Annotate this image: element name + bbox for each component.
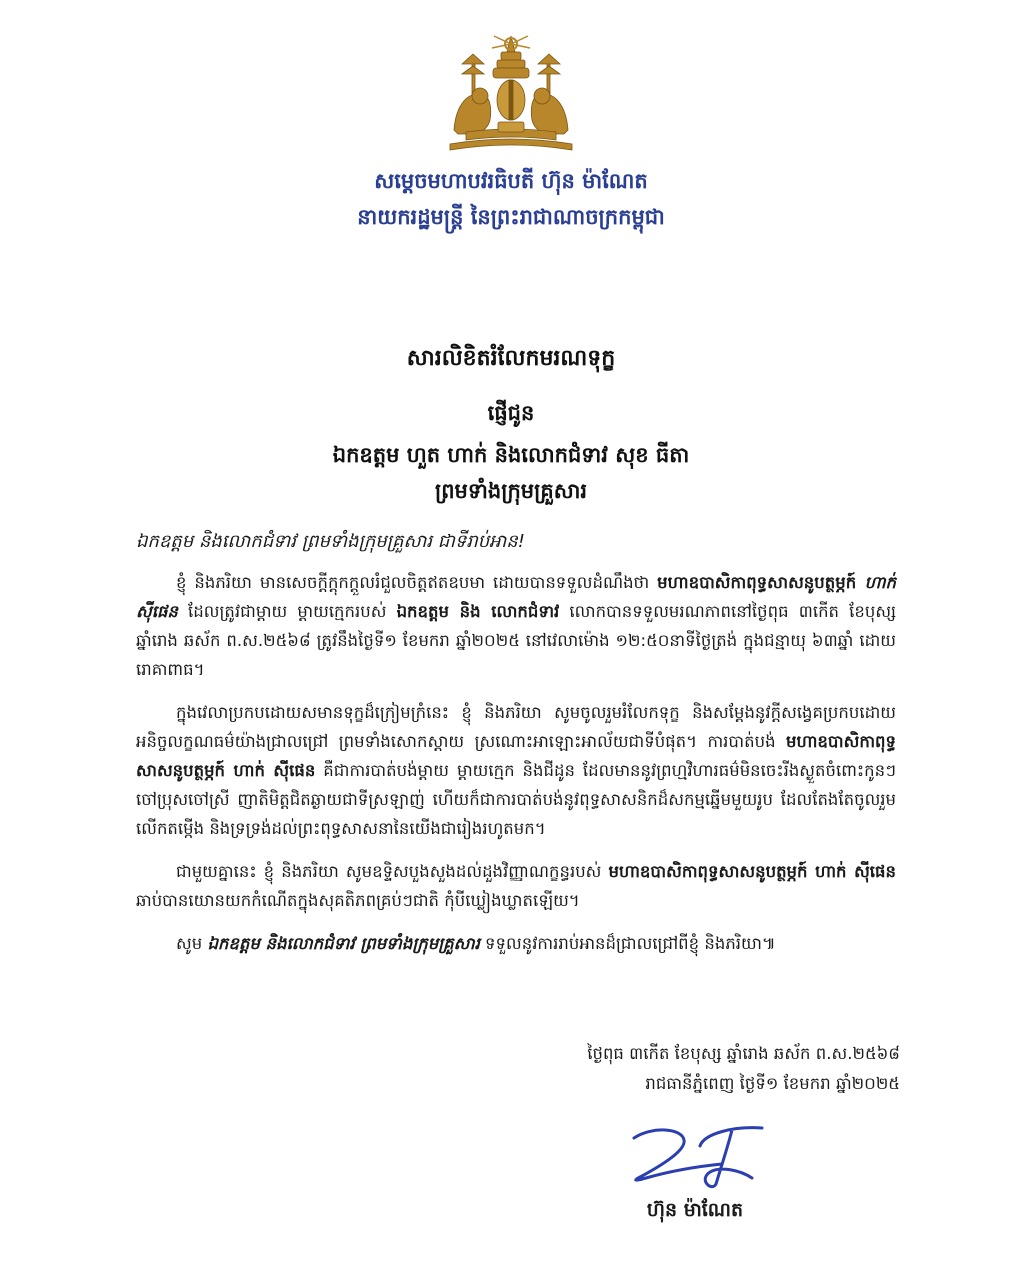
recipients-mention: ឯកឧត្តម និងលោកជំទាវ ព្រមទាំងក្រុមគ្រួសារ	[207, 934, 480, 953]
paragraph-4	[136, 929, 896, 958]
sent-to-label: ផ្ញើជូន	[487, 401, 535, 425]
deceased-mention: មហាឧបាសិកាពុទ្ធសាសនូបត្ថម្ភក៍ ហាក់ ស៊ីផេន	[608, 862, 896, 881]
royal-emblem-icon	[446, 34, 576, 152]
text: ដែលត្រូវជាម្ដាយ ម្ដាយក្មេករបស់	[177, 602, 397, 621]
recipients-family: ព្រមទាំងក្រុមគ្រួសារ	[434, 479, 588, 503]
text: ទទួលនូវការរាប់អានដ៏ជ្រាលជ្រៅពីខ្ញុំ និងភរិយា៕	[479, 934, 776, 953]
salutation: ឯកឧត្តម និងលោកជំទាវ ព្រមទាំងក្រុមគ្រួសារ ជាទីរាប់អាន!	[136, 531, 525, 552]
text: ឆាប់បានយោនយកកំណើតក្នុងសុគតិភពគ្រប់ៗជាតិ កុំបីឃ្លៀងឃ្លាតឡើយ។	[136, 891, 580, 910]
signer-name: ហ៊ុន ម៉ាណែត	[646, 1199, 744, 1221]
text: សូម	[176, 934, 208, 953]
text: ជាមួយគ្នានេះ ខ្ញុំ និងភរិយា សូមឧទ្ទិសបួងសួងដល់ដួងវិញ្ញាណក្ខន្ធរបស់	[176, 862, 609, 881]
deceased-mention: មហាឧបាសិកាពុទ្ធសាសនូបត្ថម្ភក៍ ហាក់ ស៊ីផេន	[136, 732, 896, 780]
recipients-mention: ឯកឧត្តម និង លោកជំទាវ	[396, 602, 560, 621]
deceased-title: មហាឧបាសិកាពុទ្ធសាសនូបត្ថម្ភក៍	[657, 573, 865, 592]
text: លោកបានទទួលមរណភាពនៅថ្ងៃពុធ ៣កើត ខែបុស្ស ឆ្នាំរោង ឆស័ក ព.ស.២៥៦៨ ត្រូវនឹងថ្ងៃទី១ ខែមករា ឆ្នាំ២០២៥ នៅវេលាម៉ោង ១២:៥០នាទីថ្ងៃត្រង់ ក្នុងជន្មាយុ ៦៣ឆ្នាំ ដោយរោគាពាធ។	[136, 602, 896, 679]
text: គឺជាការបាត់បង់ម្ដាយ ម្ដាយក្មេក និងជីដូន ដែលមាននូវព្រហ្មវិហារធម៌មិនចេះរីងស្ងួតចំពោះកូនៗ ចៅប្រុសចៅស្រី ញាតិមិត្តជិតឆ្ងាយជាទីស្រឡាញ់ ហើយក៏ជាការបាត់បង់នូវពុទ្ធសាសនិកដ៏សកម្មឆ្នើមមួយរូប ដែលតែងតែចូលរួមលើកតម្កើង និងទ្រទ្រង់ដល់ព្រះពុទ្ធសាសនានៃយើងជារៀងរហូតមក។	[136, 761, 896, 838]
document-title: សារលិខិតរំលែកមរណទុក្ខ	[406, 346, 616, 371]
author-title: នាយករដ្ឋមន្ត្រី នៃព្រះរាជាណាចក្រកម្ពុជា	[357, 205, 665, 229]
letter-body	[136, 568, 896, 972]
recipients: ឯកឧត្តម ហួត ហាក់ និងលោកជំទាវ សុខ ធីតា	[332, 443, 690, 467]
paragraph-1	[136, 568, 896, 684]
date-place: រាជធានីភ្នំពេញ ថ្ងៃទី១ ខែមករា ឆ្នាំ២០២៥	[645, 1074, 900, 1093]
paragraph-2	[136, 698, 896, 843]
deceased-name: ហាក់ ស៊ីផេន	[136, 573, 896, 621]
author-name: សម្តេចមហាបវរធិបតី ហ៊ុន ម៉ាណែត	[374, 169, 648, 193]
text: ខ្ញុំ និងភរិយា មានសេចក្ដីក្ដុកក្ដួលរំជួលចិត្តឥតឧបមា ដោយបានទទួលដំណឹងថា	[176, 573, 658, 592]
signature-icon	[612, 1120, 782, 1192]
text: ក្នុងវេលាប្រកបដោយសមានទុក្ខដ៏ក្រៀមក្រំនេះ ខ្ញុំ និងភរិយា សូមចូលរួមរំលែកទុក្ខ និងសម្ដែងនូវក្ដីសង្វេគប្រកបដោយអនិច្ចលក្ខណធម៌យ៉ាងជ្រាលជ្រៅ ព្រមទាំងសោកស្ដាយ ស្រណោះអាឡោះអាល័យជាទីបំផុត។ ការបាត់បង់	[136, 703, 896, 751]
paragraph-3	[136, 857, 896, 915]
date-lunar: ថ្ងៃពុធ ៣កើត ខែបុស្ស ឆ្នាំរោង ឆស័ក ព.ស.២៥៦៨	[587, 1044, 900, 1063]
